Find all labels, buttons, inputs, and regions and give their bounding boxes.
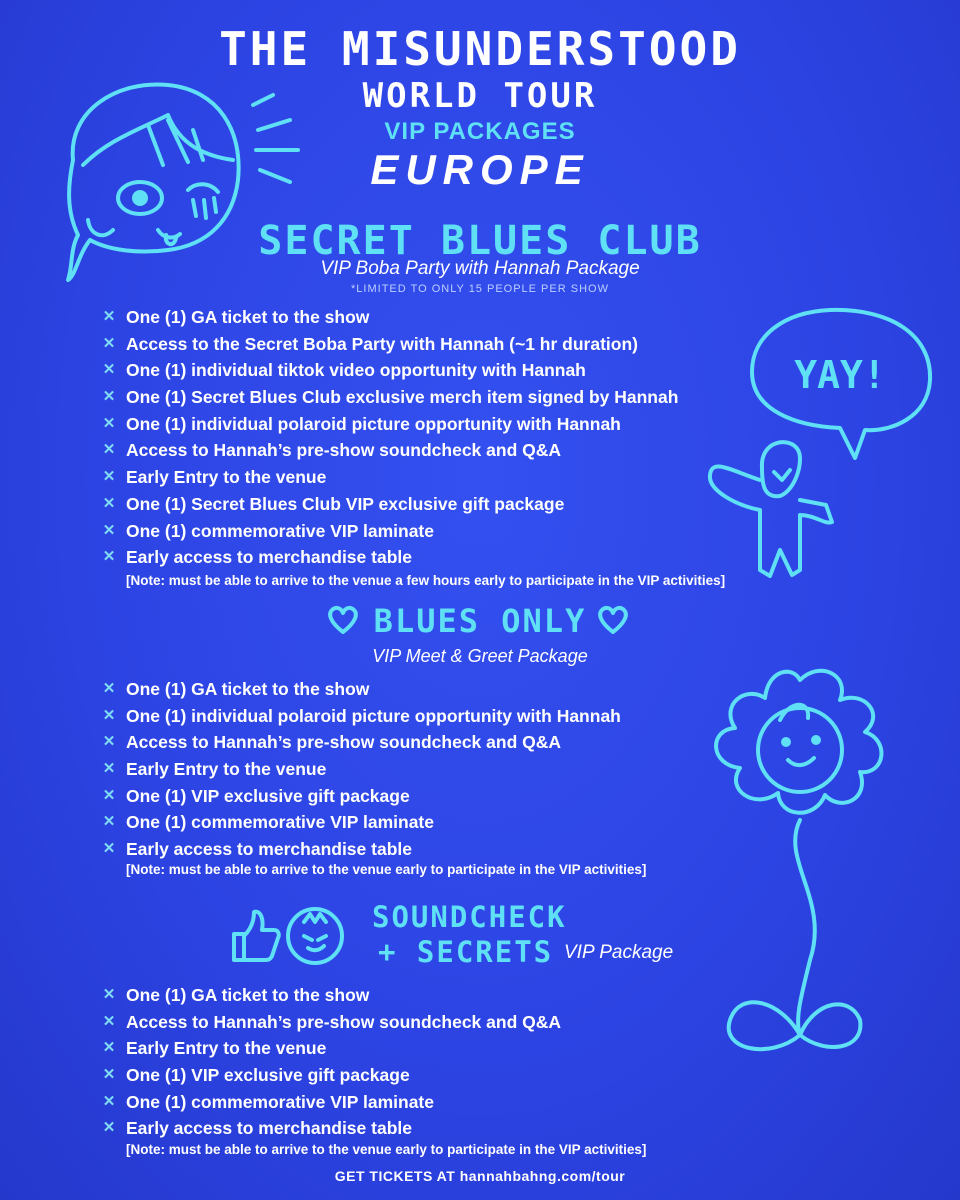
tickets-link[interactable]: GET TICKETS AT hannahbahng.com/tour [334, 1168, 626, 1184]
cross-icon: ✕ [102, 388, 116, 406]
list-item: ✕ One (1) GA ticket to the show [100, 982, 561, 1009]
cross-icon: ✕ [102, 1092, 116, 1110]
list-item: ✕ One (1) GA ticket to the show [100, 676, 621, 703]
cross-icon: ✕ [102, 548, 116, 566]
package-3-list [100, 982, 561, 1142]
cross-icon: ✕ [102, 706, 116, 724]
vip-packages-heading: VIP PACKAGES [384, 118, 576, 145]
cross-icon: ✕ [102, 1039, 116, 1057]
cross-icon: ✕ [102, 468, 116, 486]
package-3-note: [Note: must be able to arrive to the venue early to participate in the VIP activities] [126, 1142, 647, 1157]
package-2-name: BLUES ONLY [373, 602, 587, 640]
list-item: ✕ One (1) commemorative VIP laminate [100, 518, 678, 545]
list-item: ✕ One (1) commemorative VIP laminate [100, 809, 621, 836]
list-item: ✕ Access to Hannah’s pre-show soundcheck and Q&A [100, 1009, 561, 1036]
list-item: ✕ One (1) individual tiktok video opportunity with Hannah [100, 357, 678, 384]
cross-icon: ✕ [102, 494, 116, 512]
list-item: ✕ Access to Hannah’s pre-show soundcheck and Q&A [100, 437, 678, 464]
package-1-subtitle: VIP Boba Party with Hannah Package [320, 258, 640, 279]
cross-icon: ✕ [102, 1012, 116, 1030]
cross-icon: ✕ [102, 1066, 116, 1084]
list-item: ✕ One (1) VIP exclusive gift package [100, 783, 621, 810]
list-item: ✕ Early Entry to the venue [100, 464, 678, 491]
package-3-subtitle: VIP Package [564, 942, 674, 963]
cross-icon: ✕ [102, 986, 116, 1003]
list-item: ✕ One (1) commemorative VIP laminate [100, 1089, 561, 1116]
cross-icon: ✕ [102, 813, 116, 831]
list-item: ✕ Early access to merchandise table [100, 544, 678, 571]
cross-icon: ✕ [102, 680, 116, 697]
cross-icon: ✕ [102, 414, 116, 432]
package-2-subtitle: VIP Meet & Greet Package [372, 646, 588, 666]
list-item: ✕ One (1) Secret Blues Club VIP exclusive gift package [100, 491, 678, 518]
package-1-limit: *LIMITED TO ONLY 15 PEOPLE PER SHOW [351, 283, 609, 295]
thumbs-up-icon [222, 904, 282, 966]
cross-icon: ✕ [102, 521, 116, 539]
cross-icon: ✕ [102, 786, 116, 804]
cross-icon: ✕ [102, 840, 116, 858]
package-2-list [100, 676, 621, 863]
list-item: ✕ Early Entry to the venue [100, 756, 621, 783]
yay-character-doodle-icon [700, 300, 940, 620]
list-item: ✕ One (1) GA ticket to the show [100, 304, 678, 331]
package-1-name: SECRET BLUES CLUB [258, 218, 702, 264]
list-item: ✕ Access to Hannah’s pre-show soundcheck and Q&A [100, 729, 621, 756]
cross-icon: ✕ [102, 308, 116, 325]
cross-icon: ✕ [102, 441, 116, 459]
list-item: ✕ Access to the Secret Boba Party with Hannah (~1 hr duration) [100, 331, 678, 358]
package-3-name-line2: + SECRETS [378, 935, 554, 969]
list-item: ✕ One (1) individual polaroid picture opportunity with Hannah [100, 411, 678, 438]
cross-icon: ✕ [102, 733, 116, 751]
list-item: ✕ Early access to merchandise table [100, 836, 621, 863]
list-item: ✕ One (1) Secret Blues Club exclusive merch item signed by Hannah [100, 384, 678, 411]
flower-doodle-icon [700, 660, 900, 1100]
cross-icon: ✕ [102, 361, 116, 379]
tour-subtitle: WORLD TOUR [362, 76, 598, 116]
tour-title: THE MISUNDERSTOOD [219, 22, 741, 76]
region-heading: EUROPE [370, 146, 590, 193]
package-2-note: [Note: must be able to arrive to the venue early to participate in the VIP activities] [126, 862, 647, 877]
character-face-icon [282, 902, 348, 968]
package-3-name-line1: SOUNDCHECK [372, 900, 567, 934]
list-item: ✕ Early access to merchandise table [100, 1115, 561, 1142]
list-item: ✕ One (1) individual polaroid picture opportunity with Hannah [100, 703, 621, 730]
cross-icon: ✕ [102, 1119, 116, 1137]
package-1-list [100, 304, 678, 571]
list-item: ✕ Early Entry to the venue [100, 1035, 561, 1062]
cross-icon: ✕ [102, 334, 116, 352]
list-item: ✕ One (1) VIP exclusive gift package [100, 1062, 561, 1089]
cross-icon: ✕ [102, 760, 116, 778]
package-1-note: [Note: must be able to arrive to the venue a few hours early to participate in the VIP activities] [126, 573, 726, 588]
yay-bubble-text: YAY! [794, 353, 886, 397]
